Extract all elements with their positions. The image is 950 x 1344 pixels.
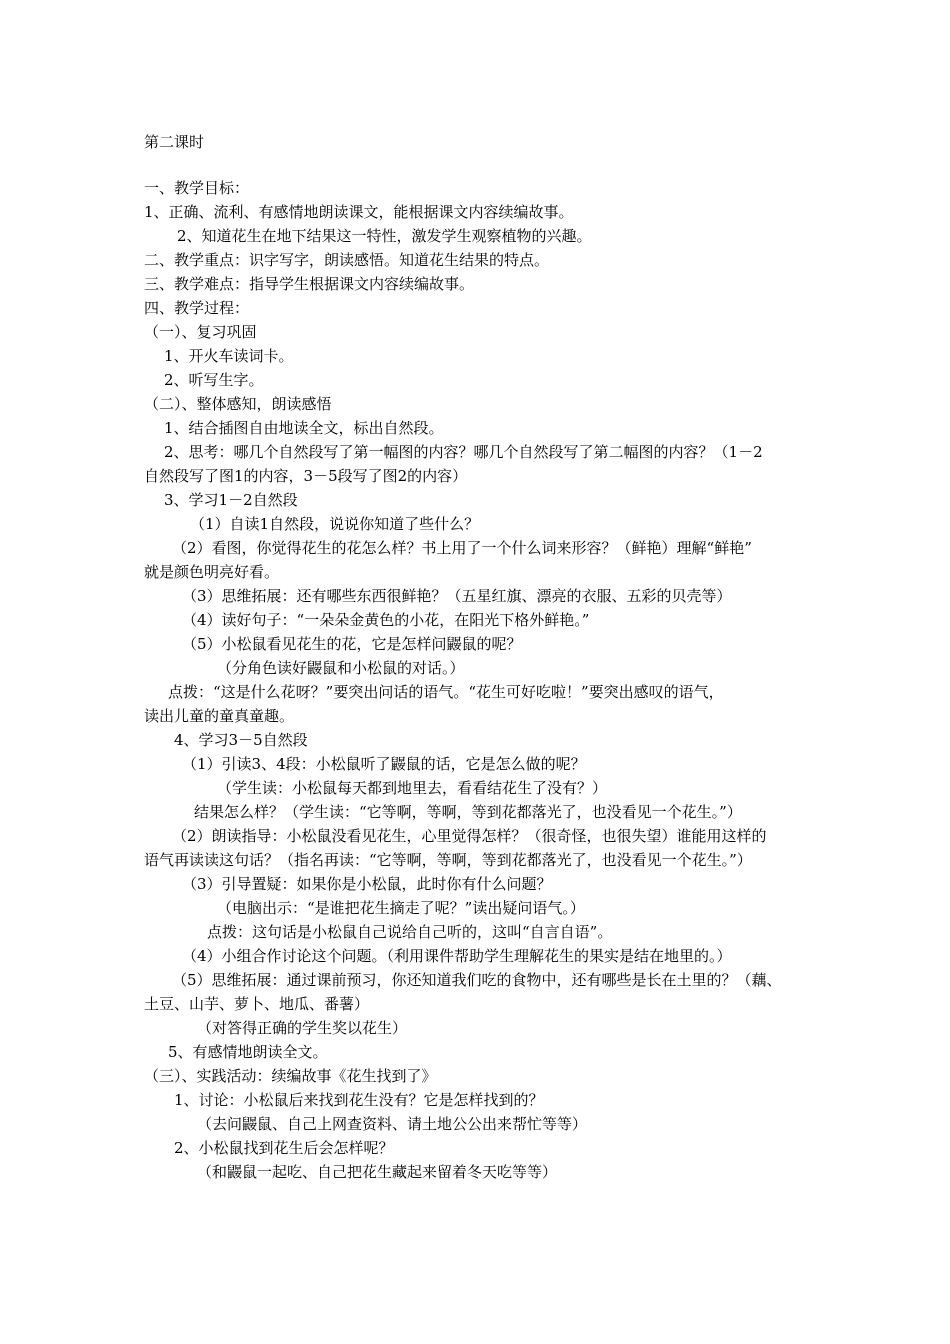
text-line: （对答得正确的学生奖以花生）: [197, 1019, 408, 1037]
text-line: （2）朗读指导：小松鼠没看见花生，心里觉得怎样？（很奇怪，也很失望）谁能用这样的: [172, 827, 767, 845]
text-line: 读出儿童的童真童趣。: [144, 707, 295, 725]
text-line: 2、思考：哪几个自然段写了第一幅图的内容？哪几个自然段写了第二幅图的内容？（1－2: [164, 443, 763, 461]
text-line: 一、教学目标：: [144, 179, 250, 197]
text-line: 1、开火车读词卡。: [164, 347, 294, 365]
text-line: （三）、实践活动：续编故事《花生找到了》: [144, 1067, 437, 1085]
text-line: 就是颜色明亮好看。: [144, 563, 280, 581]
text-line: （4）读好句子：“一朵朵金黄色的小花，在阳光下格外鲜艳。”: [182, 611, 590, 629]
text-line: 2、小松鼠找到花生后会怎样呢？: [174, 1139, 394, 1157]
text-line: （二）、整体感知，朗读感悟: [144, 395, 332, 413]
text-line: 5、有感情地朗读全文。: [168, 1043, 328, 1061]
text-line: 三、教学难点：指导学生根据课文内容续编故事。: [144, 275, 475, 293]
lesson-title: 第二课时: [144, 133, 205, 151]
text-line: （1）自读1自然段，说说你知道了些什么？: [190, 515, 480, 533]
text-line: （去问鼹鼠、自己上网查资料、请土地公公出来帮忙等等）: [197, 1115, 588, 1133]
text-line: （1）引读3、4段：小松鼠听了鼹鼠的话，它是怎么做的呢？: [182, 755, 586, 773]
text-line: 自然段写了图1的内容，3－5段写了图2的内容）: [144, 467, 468, 485]
text-line: （电脑出示：“是谁把花生摘走了呢？”读出疑问语气。）: [217, 899, 585, 917]
text-line: 1、正确、流利、有感情地朗读课文，能根据课文内容续编故事。: [144, 203, 574, 221]
text-line: 二、教学重点：识字写字，朗读感悟。知道花生结果的特点。: [144, 251, 550, 269]
text-line: （5）思维拓展：通过课前预习，你还知道我们吃的食物中，还有哪些是长在土里的？（藕、: [172, 971, 782, 989]
text-line: （和鼹鼠一起吃、自己把花生藏起来留着冬天吃等等）: [197, 1163, 558, 1181]
text-line: （一）、复习巩固: [144, 323, 257, 341]
text-line: 四、教学过程：: [144, 299, 250, 317]
text-line: （学生读：小松鼠每天都到地里去，看看结花生了没有？）: [217, 779, 608, 797]
text-line: （3）思维拓展：还有哪些东西很鲜艳？（五星红旗、漂亮的衣服、五彩的贝壳等）: [182, 587, 732, 605]
text-line: （分角色读好鼹鼠和小松鼠的对话。）: [217, 659, 465, 677]
text-line: 4、学习3－5自然段: [174, 731, 308, 749]
text-line: （2）看图，你觉得花生的花怎么样？书上用了一个什么词来形容？（鲜艳）理解“鲜艳”: [172, 539, 752, 557]
text-line: （3）引导置疑：如果你是小松鼠，此时你有什么问题？: [182, 875, 552, 893]
text-line: 3、学习1－2自然段: [164, 491, 298, 509]
text-line: （5）小松鼠看见花生的花，它是怎样问鼹鼠的呢？: [182, 635, 522, 653]
text-line: 语气再读读这句话？（指名再读：“它等啊，等啊，等到花都落光了，也没看见一个花生。”）: [144, 851, 752, 869]
text-line: 点拨：“这是什么花呀？”要突出问话的语气。“花生可好吃啦！”要突出感叹的语气，: [168, 683, 724, 701]
text-line: （4）小组合作讨论这个问题。（利用课件帮助学生理解花生的果实是结在地里的。）: [182, 947, 732, 965]
text-line: 土豆、山芋、萝卜、地瓜、番薯）: [144, 995, 370, 1013]
text-line: 点拨：这句话是小松鼠自己说给自己听的，这叫“自言自语”。: [207, 923, 613, 941]
text-line: 2、知道花生在地下结果这一特性，激发学生观察植物的兴趣。: [177, 227, 592, 245]
text-line: 1、结合插图自由地读全文，标出自然段。: [164, 419, 444, 437]
text-line: 结果怎么样？（学生读：“它等啊，等啊，等到花都落光了，也没看见一个花生。”）: [194, 803, 742, 821]
text-line: 2、听写生字。: [164, 371, 264, 389]
text-line: 1、讨论：小松鼠后来找到花生没有？它是怎样找到的？: [174, 1091, 544, 1109]
